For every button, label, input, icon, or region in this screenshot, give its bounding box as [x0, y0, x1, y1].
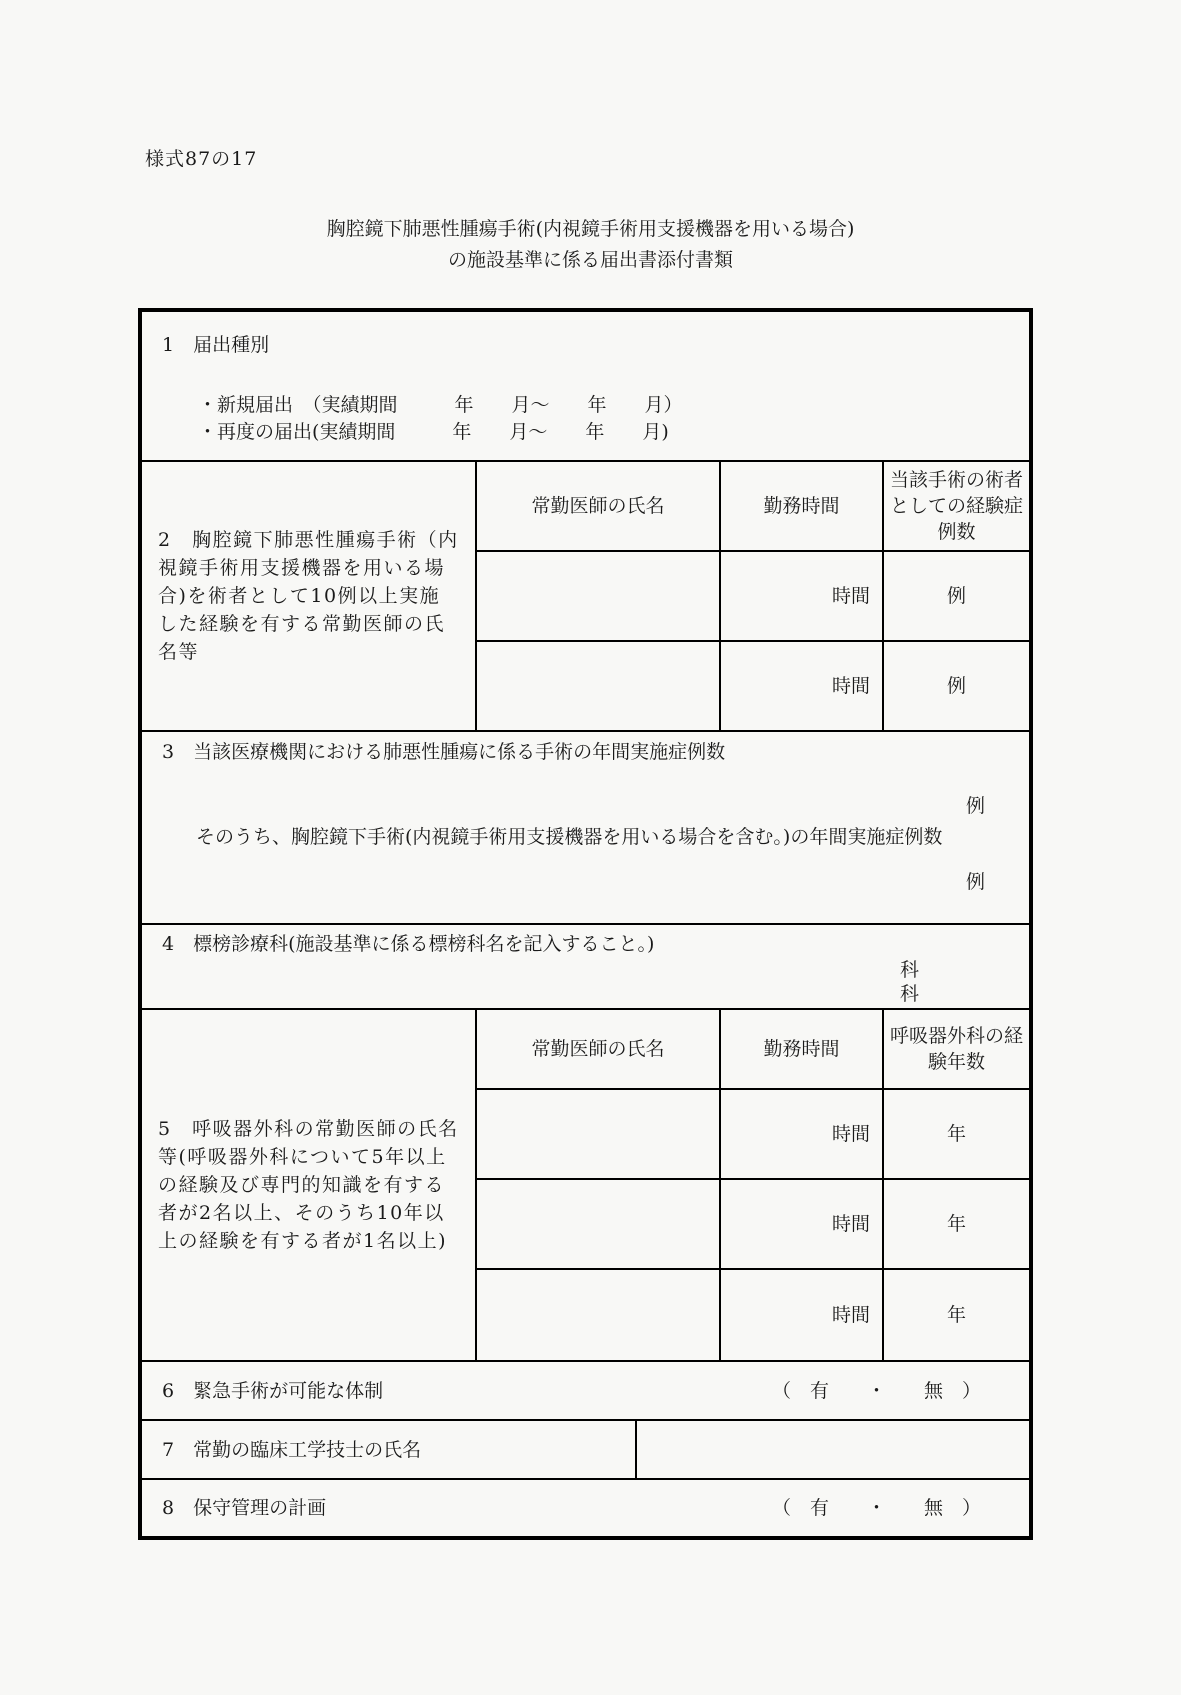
section-5-row3-years-unit: 年 [946, 1304, 966, 1326]
section-7-name-blank [637, 1421, 1029, 1478]
notification-form-table [138, 308, 1033, 1540]
section-5-row1-doctor-name-blank [477, 1090, 721, 1180]
section-3-subtext: そのうち、胸腔鏡下手術(内視鏡手術用支援機器を用いる場合を含む。)の年間実施症例数 [196, 826, 943, 848]
section-2-row1-cases-unit: 例 [884, 552, 1029, 642]
document-title [0, 214, 1181, 276]
section-4-heading: 4 標榜診療科(施設基準に係る標榜科名を記入すること。) [162, 933, 655, 955]
section-2-col-experience-cases: 当該手術の術者としての経験症例数 [884, 462, 1029, 552]
section-3-annual-cases [142, 732, 1029, 925]
section-3-heading: 3 当該医療機関における肺悪性腫瘍に係る手術の年間実施症例数 [162, 741, 726, 763]
section-5-col-doctor-name: 常勤医師の氏名 [477, 1010, 721, 1090]
section-2-label: 2 胸腔鏡下肺悪性腫瘍手術（内視鏡手術用支援機器を用いる場合)を術者として10例以上実施した経験を有する常勤医師の氏名等 [142, 462, 477, 730]
section-4-department-unit-2: 科 [899, 983, 919, 1005]
section-6-emergency-capability [142, 1362, 1029, 1421]
section-8-label: 8 保守管理の計画 [162, 1497, 327, 1519]
section-5-row3-hours-unit: 時間 [721, 1270, 884, 1360]
section-5-row3-doctor-name-blank [477, 1270, 721, 1360]
section-1-heading: 1 届出種別 [162, 334, 270, 356]
section-7-clinical-engineer [142, 1421, 1029, 1480]
section-5-row2-years-unit: 年 [884, 1180, 1029, 1270]
section-3-cases-unit-2: 例 [965, 871, 985, 893]
section-2-row2-hours-unit: 時間 [721, 642, 884, 730]
section-6-label: 6 緊急手術が可能な体制 [162, 1379, 384, 1402]
section-5-row2-doctor-name-blank [477, 1180, 721, 1270]
section-2-surgeon-table [142, 462, 1029, 732]
section-7-label: 7 常勤の臨床工学技士の氏名 [142, 1421, 637, 1478]
section-5-row2-hours-unit: 時間 [721, 1180, 884, 1270]
section-1-notification-type [142, 312, 1029, 462]
section-8-maintenance-plan [142, 1480, 1029, 1536]
option-new-notification: ・新規届出 （実績期間 年 月～ 年 月） [198, 394, 683, 416]
section-4-department-unit-1: 科 [899, 959, 919, 981]
section-5-row1-years-unit: 年 [884, 1090, 1029, 1180]
section-5-label: 5 呼吸器外科の常勤医師の氏名等(呼吸器外科について5年以上の経験及び専門的知識を有する者が2名以上、そのうち10年以上の経験を有する者が1名以上) [142, 1010, 477, 1360]
section-6-yes-no-choice: （ 有 ・ 無 ） [771, 1379, 981, 1402]
section-8-yes-no-choice: （ 有 ・ 無 ） [771, 1497, 981, 1519]
section-2-col-working-hours: 勤務時間 [721, 462, 884, 552]
section-5-row1-hours-unit: 時間 [721, 1090, 884, 1180]
section-2-row1-doctor-name-blank [477, 552, 721, 642]
section-3-cases-unit-1: 例 [965, 795, 985, 817]
document-title-line1: 胸腔鏡下肺悪性腫瘍手術(内視鏡手術用支援機器を用いる場合) [326, 218, 855, 240]
section-2-row2-cases-unit: 例 [946, 675, 966, 697]
form-code: 様式87の17 [145, 148, 258, 170]
document-title-line2: の施設基準に係る届出書添付書類 [447, 249, 733, 271]
section-5-col-experience-years: 呼吸器外科の経験年数 [884, 1010, 1029, 1090]
section-2-row2-doctor-name-blank [477, 642, 721, 730]
section-5-col-working-hours: 勤務時間 [721, 1010, 884, 1090]
section-5-respiratory-surgeons-table [142, 1010, 1029, 1362]
option-repeat-notification: ・再度の届出(実績期間 年 月～ 年 月) [198, 421, 669, 443]
section-2-row1-hours-unit: 時間 [721, 552, 884, 642]
section-4-departments [142, 925, 1029, 1010]
section-2-col-doctor-name: 常勤医師の氏名 [477, 462, 721, 552]
